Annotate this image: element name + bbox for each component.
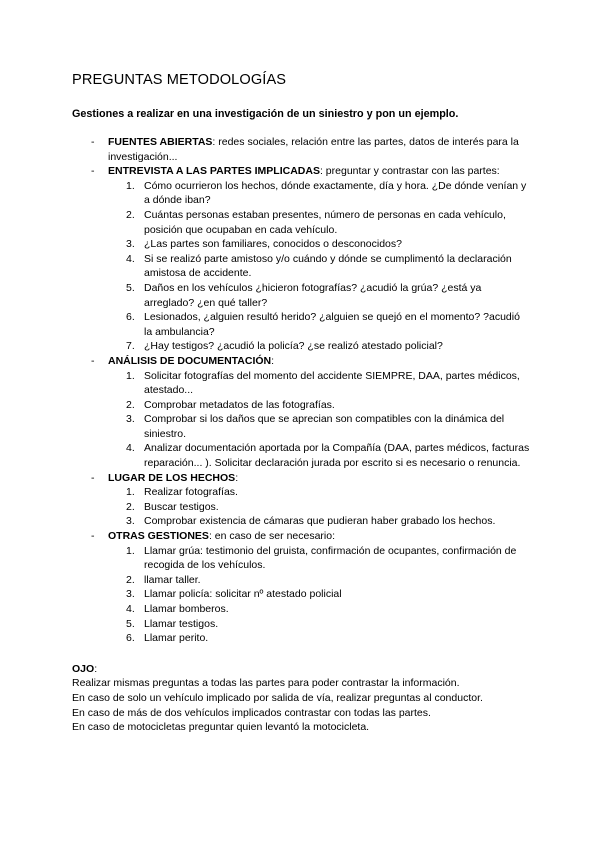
list-item-number: 1. [126,369,135,382]
list-item [108,631,530,646]
list-item-text: Analizar documentación aportada por la Compañía (DAA, partes médicos, facturas reparación... ). Solicitar declaración jurada por escrito si es necesario o renuncia. [144,442,530,470]
list-item-number: 2. [126,398,135,411]
list-item-number: 2. [126,208,135,221]
list-item-text: llamar taller. [144,573,201,586]
ojo-line: En caso de más de dos vehículos implicados contrastar con todas las partes. [72,706,431,719]
list-item [108,339,530,354]
list-item-text: ¿Las partes son familiares, conocidos o desconocidos? [144,238,402,251]
list-item [108,398,530,413]
list-item-number: 1. [126,179,135,192]
list-item-number: 5. [126,617,135,630]
list-item-text: Llamar policía: solicitar nº atestado policial [144,588,342,601]
section-text: : [271,354,275,367]
ojo-colon: : [94,662,98,675]
list-item [108,485,530,500]
list-item [108,514,530,529]
list-item-text: Llamar testigos. [144,617,219,630]
list-item-number: 4. [126,442,135,455]
list-item [108,617,530,632]
list-item-number: 4. [126,252,135,265]
list-item-text: Solicitar fotografías del momento del accidente SIEMPRE, DAA, partes médicos, atestado... [144,369,520,397]
section-heading [108,529,530,544]
list-item [108,500,530,515]
list-item-number: 2. [126,500,135,513]
list-item-number: 3. [126,413,135,426]
list-item-text: Llamar perito. [144,632,209,645]
numbered-list [108,179,530,354]
list-item [108,369,530,398]
list-item [108,412,530,441]
section-heading [108,135,530,164]
section-title: ANÁLISIS DE DOCUMENTACIÓN [108,354,272,367]
page-subtitle: Gestiones a realizar en una investigación de un siniestro y pon un ejemplo. [72,108,459,120]
section-title: ENTREVISTA A LAS PARTES IMPLICADAS [108,165,320,178]
list-item [108,252,530,281]
list-item-number: 3. [126,515,135,528]
list-item-text: Daños en los vehículos ¿hicieron fotografías? ¿acudió la grúa? ¿está ya arreglado? ¿en qué taller? [144,281,482,309]
list-item-text: Cómo ocurrieron los hechos, dónde exactamente, día y hora. ¿De dónde venían y a dónde iban? [144,179,527,207]
section-heading [108,354,530,369]
list-item-number: 5. [126,281,135,294]
list-item [108,573,530,588]
list-item [108,179,530,208]
list-item [108,544,530,573]
list-item [108,441,530,470]
section-item [72,471,530,529]
section-item [72,529,530,646]
list-item-text: Comprobar si los daños que se aprecian son compatibles con la dinámica del siniestro. [144,413,505,440]
list-item [108,281,530,310]
list-item-number: 1. [126,486,135,499]
document-body [72,135,530,735]
list-item-text: Realizar fotografías. [144,486,238,499]
list-item-text: Cuántas personas estaban presentes, número de personas en cada vehículo, posición que ocupaban en cada vehículo. [144,208,506,236]
numbered-list [108,485,530,529]
section-heading [108,471,530,486]
list-item-number: 3. [126,238,135,251]
list-item-number: 3. [126,588,135,601]
section-heading [108,164,530,179]
list-item-text: Lesionados, ¿alguien resultó herido? ¿alguien se quejó en el momento? ?acudió la ambulancia? [144,311,520,338]
section-title: LUGAR DE LOS HECHOS [108,471,236,484]
ojo-heading [72,662,530,677]
page-title: PREGUNTAS METODOLOGÍAS [72,72,287,88]
list-item [108,587,530,602]
ojo-lines [72,676,530,734]
ojo-line: En caso de motocicletas preguntar quien levantó la motocicleta. [72,721,370,734]
section-text: : preguntar y contrastar con las partes: [319,165,500,178]
list-item-text: Buscar testigos. [144,500,219,513]
list-item-text: Llamar grúa: testimonio del gruista, confirmación de ocupantes, confirmación de recogida de los vehículos. [144,544,517,572]
section-item [72,135,530,164]
list-item-number: 6. [126,632,135,645]
list-item-number: 1. [126,544,135,557]
ojo-label: OJO [72,662,95,675]
list-item-text: Si se realizó parte amistoso y/o cuándo y dónde se cumplimentó la declaración amistosa de accidente. [144,252,512,280]
section-item [72,164,530,354]
ojo-line: Realizar mismas preguntas a todas las partes para poder contrastar la información. [72,677,460,690]
list-item-number: 2. [126,573,135,586]
ojo-line: En caso de solo un vehículo implicado por salida de vía, realizar preguntas al conductor. [72,691,483,704]
numbered-list [108,369,530,471]
section-title: FUENTES ABIERTAS [108,136,213,148]
list-item-text: Llamar bomberos. [144,603,229,615]
list-item [108,237,530,252]
list-item-text: ¿Hay testigos? ¿acudió la policía? ¿se realizó atestado policial? [144,340,443,353]
list-item-number: 7. [126,340,135,353]
list-item [108,208,530,237]
list-item-text: Comprobar metadatos de las fotografías. [144,398,335,411]
section-text: : en caso de ser necesario: [208,530,336,543]
numbered-list [108,544,530,646]
list-item [108,602,530,617]
section-text: : [235,471,239,484]
list-item [108,310,530,339]
section-item [72,354,530,471]
list-item-text: Comprobar existencia de cámaras que pudieran haber grabado los hechos. [144,515,496,528]
section-text: : redes sociales, relación entre las partes, datos de interés para la investigación... [108,136,519,163]
ojo-block [72,662,530,735]
sections-list [72,135,530,646]
section-title: OTRAS GESTIONES [108,530,209,543]
list-item-number: 4. [126,603,135,615]
list-item-number: 6. [126,311,135,324]
